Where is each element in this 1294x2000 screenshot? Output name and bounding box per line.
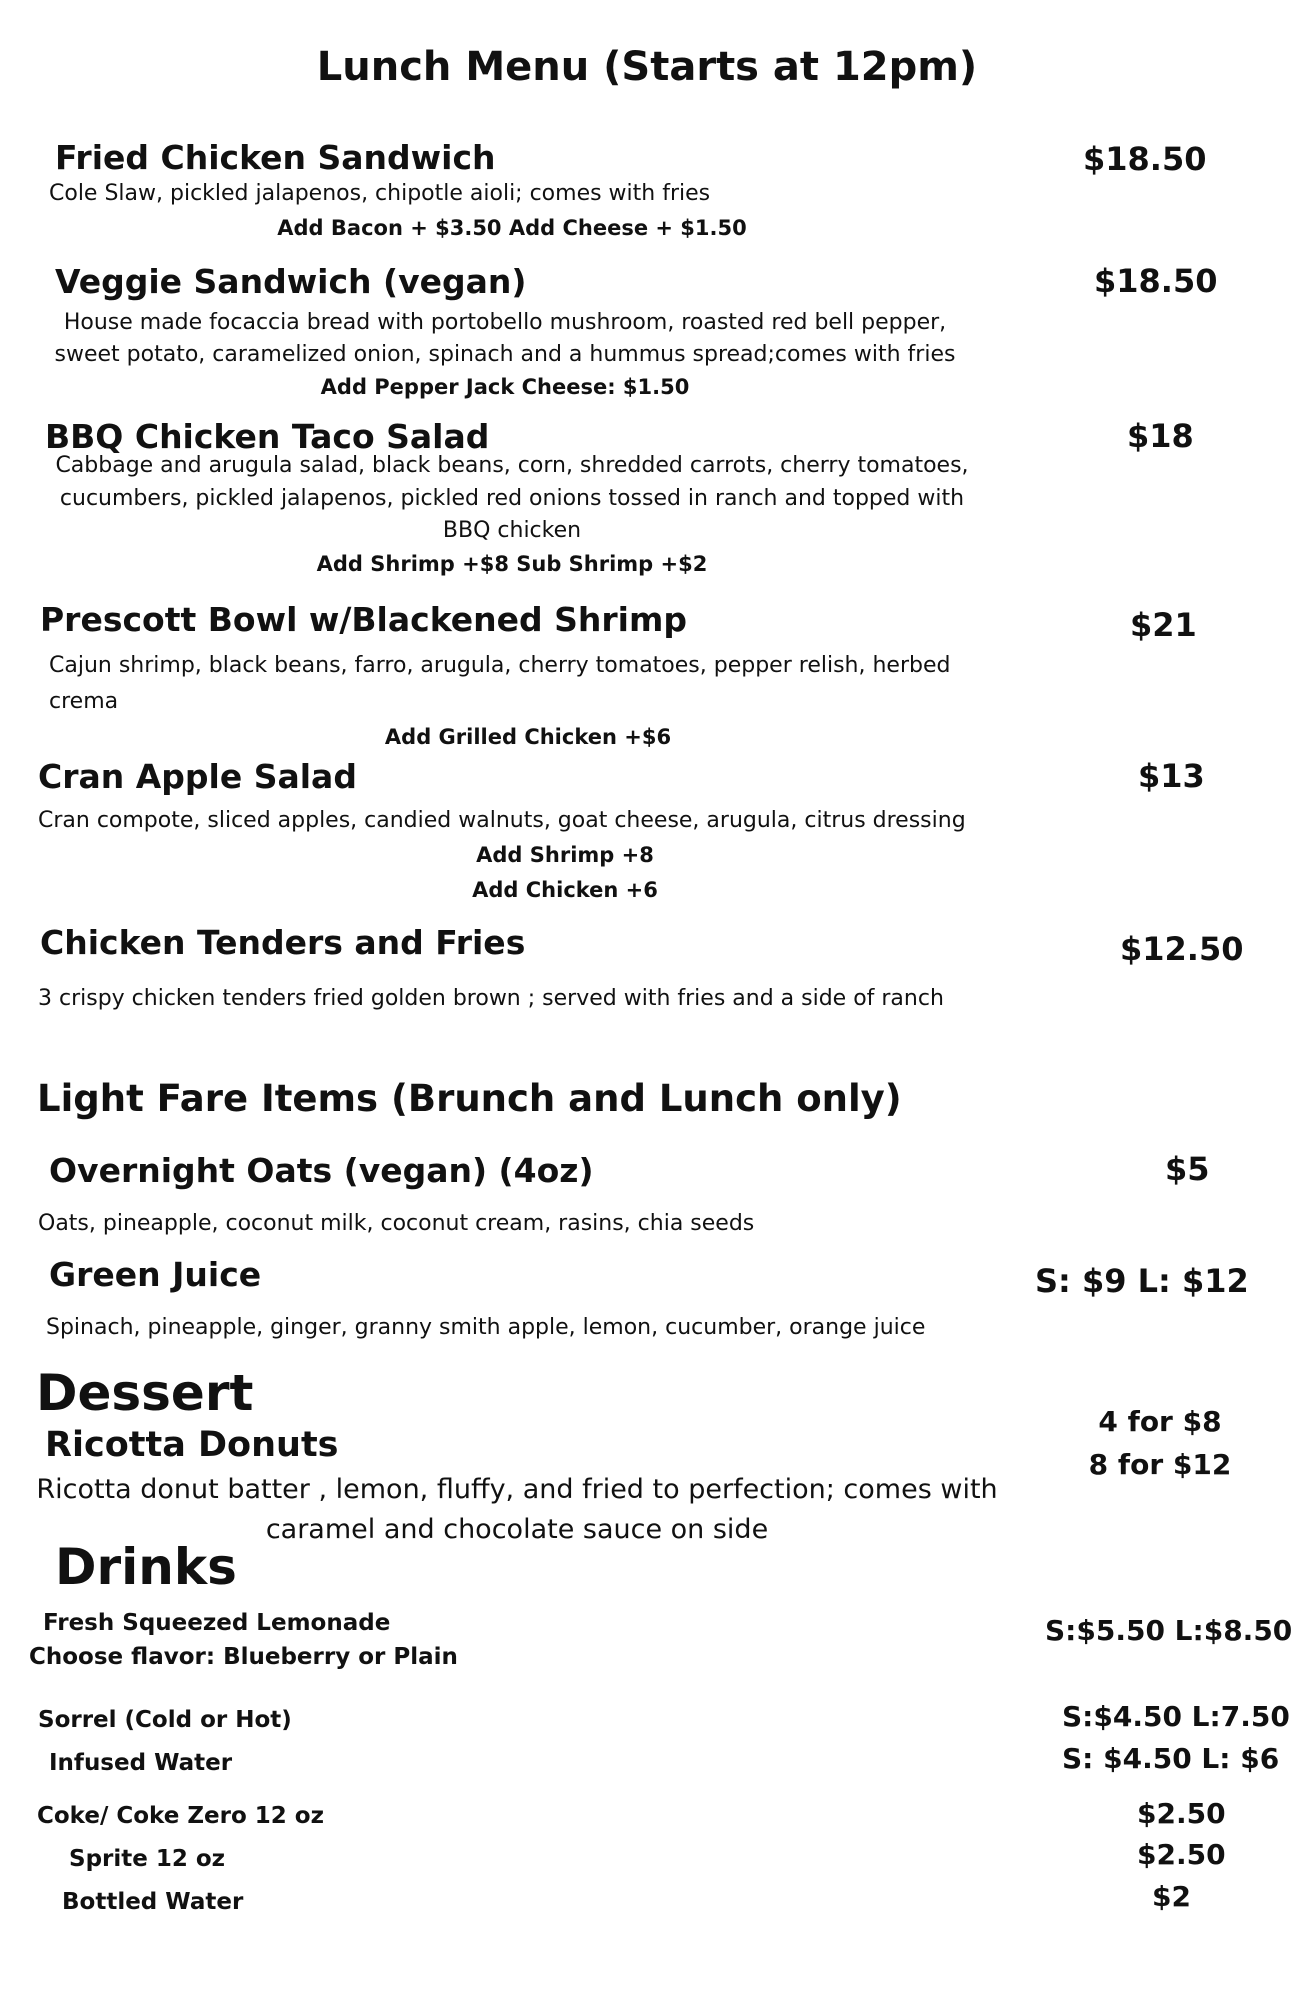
- lunch-item-price: $12.50: [1120, 930, 1244, 968]
- light-fare-item-desc: Oats, pineapple, coconut milk, coconut cream, rasins, chia seeds: [38, 1211, 755, 1236]
- lunch-item-addon: Add Bacon + $3.50 Add Cheese + $1.50: [277, 216, 747, 240]
- lunch-item-desc: crema: [49, 689, 119, 714]
- menu-title: Lunch Menu (Starts at 12pm): [316, 44, 978, 90]
- light-fare-item-price: S: $9 L: $12: [1035, 1262, 1249, 1300]
- lunch-item-name: Cran Apple Salad: [38, 757, 357, 796]
- lunch-item-price: $13: [1138, 757, 1205, 795]
- lunch-item-desc: House made focaccia bread with portobello mushroom, roasted red bell pepper,: [63, 310, 947, 335]
- lunch-item-name: Fried Chicken Sandwich: [55, 138, 496, 177]
- drink-price: $2: [1152, 1880, 1191, 1913]
- lunch-item-desc: Cole Slaw, pickled jalapenos, chipotle aioli; comes with fries: [49, 181, 711, 206]
- lunch-item-addon: Add Grilled Chicken +$6: [384, 725, 672, 749]
- light-fare-item-name: Overnight Oats (vegan) (4oz): [49, 1151, 594, 1190]
- lunch-item-name: BBQ Chicken Taco Salad: [45, 417, 490, 456]
- dessert-item-name: Ricotta Donuts: [45, 1425, 339, 1465]
- drink-price: $2.50: [1137, 1797, 1226, 1830]
- drink-name: Fresh Squeezed Lemonade: [43, 1610, 391, 1636]
- lunch-item-name: Veggie Sandwich (vegan): [55, 262, 527, 301]
- drink-name: Sprite 12 oz: [69, 1846, 226, 1872]
- lunch-item-desc: 3 crispy chicken tenders fried golden brown ; served with fries and a side of ranch: [38, 986, 944, 1011]
- dessert-item-desc: Ricotta donut batter , lemon, fluffy, and fried to perfection; comes with: [36, 1474, 998, 1505]
- dessert-item-desc: caramel and chocolate sauce on side: [265, 1514, 769, 1545]
- drinks-heading: Drinks: [55, 1538, 237, 1596]
- lunch-item-price: $21: [1130, 606, 1197, 644]
- lunch-item-addon: Add Chicken +6: [472, 878, 658, 902]
- lunch-item-desc: cucumbers, pickled jalapenos, pickled red onions tossed in ranch and topped with: [59, 486, 965, 511]
- dessert-price: 8 for $12: [1088, 1448, 1232, 1481]
- drink-price: S: $4.50 L: $6: [1062, 1742, 1280, 1775]
- drink-flavor: Choose flavor: Blueberry or Plain: [29, 1644, 458, 1670]
- light-fare-item-name: Green Juice: [49, 1255, 262, 1294]
- lunch-item-addon: Add Pepper Jack Cheese: $1.50: [320, 375, 690, 399]
- lunch-item-price: $18.50: [1094, 262, 1218, 300]
- drink-name: Coke/ Coke Zero 12 oz: [37, 1803, 324, 1829]
- light-fare-item-desc: Spinach, pineapple, ginger, granny smith apple, lemon, cucumber, orange juice: [46, 1315, 926, 1340]
- lunch-item-addon: Add Shrimp +8: [476, 843, 654, 867]
- lunch-item-price: $18.50: [1083, 140, 1207, 178]
- lunch-item-name: Prescott Bowl w/Blackened Shrimp: [40, 600, 687, 639]
- light-fare-heading: Light Fare Items (Brunch and Lunch only): [37, 1077, 902, 1120]
- drink-name: Infused Water: [49, 1750, 233, 1776]
- lunch-item-addon: Add Shrimp +$8 Sub Shrimp +$2: [316, 552, 708, 576]
- drink-price: S:$5.50 L:$8.50: [1045, 1614, 1293, 1647]
- lunch-item-desc: Cran compote, sliced apples, candied walnuts, goat cheese, arugula, citrus dressing: [38, 808, 966, 833]
- drink-name: Bottled Water: [62, 1889, 244, 1915]
- lunch-item-desc: sweet potato, caramelized onion, spinach and a hummus spread;comes with fries: [54, 342, 956, 367]
- light-fare-item-price: $5: [1165, 1150, 1210, 1188]
- lunch-item-desc: BBQ chicken: [442, 518, 582, 543]
- lunch-item-desc: Cajun shrimp, black beans, farro, arugula, cherry tomatoes, pepper relish, herbed: [49, 653, 951, 678]
- drink-price: $2.50: [1137, 1838, 1226, 1871]
- drink-name: Sorrel (Cold or Hot): [38, 1707, 292, 1733]
- dessert-price: 4 for $8: [1098, 1405, 1222, 1438]
- dessert-heading: Dessert: [36, 1364, 254, 1422]
- lunch-item-price: $18: [1127, 417, 1194, 455]
- lunch-item-desc: Cabbage and arugula salad, black beans, corn, shredded carrots, cherry tomatoes,: [55, 453, 969, 478]
- drink-price: S:$4.50 L:7.50: [1062, 1700, 1290, 1733]
- lunch-item-name: Chicken Tenders and Fries: [40, 923, 526, 962]
